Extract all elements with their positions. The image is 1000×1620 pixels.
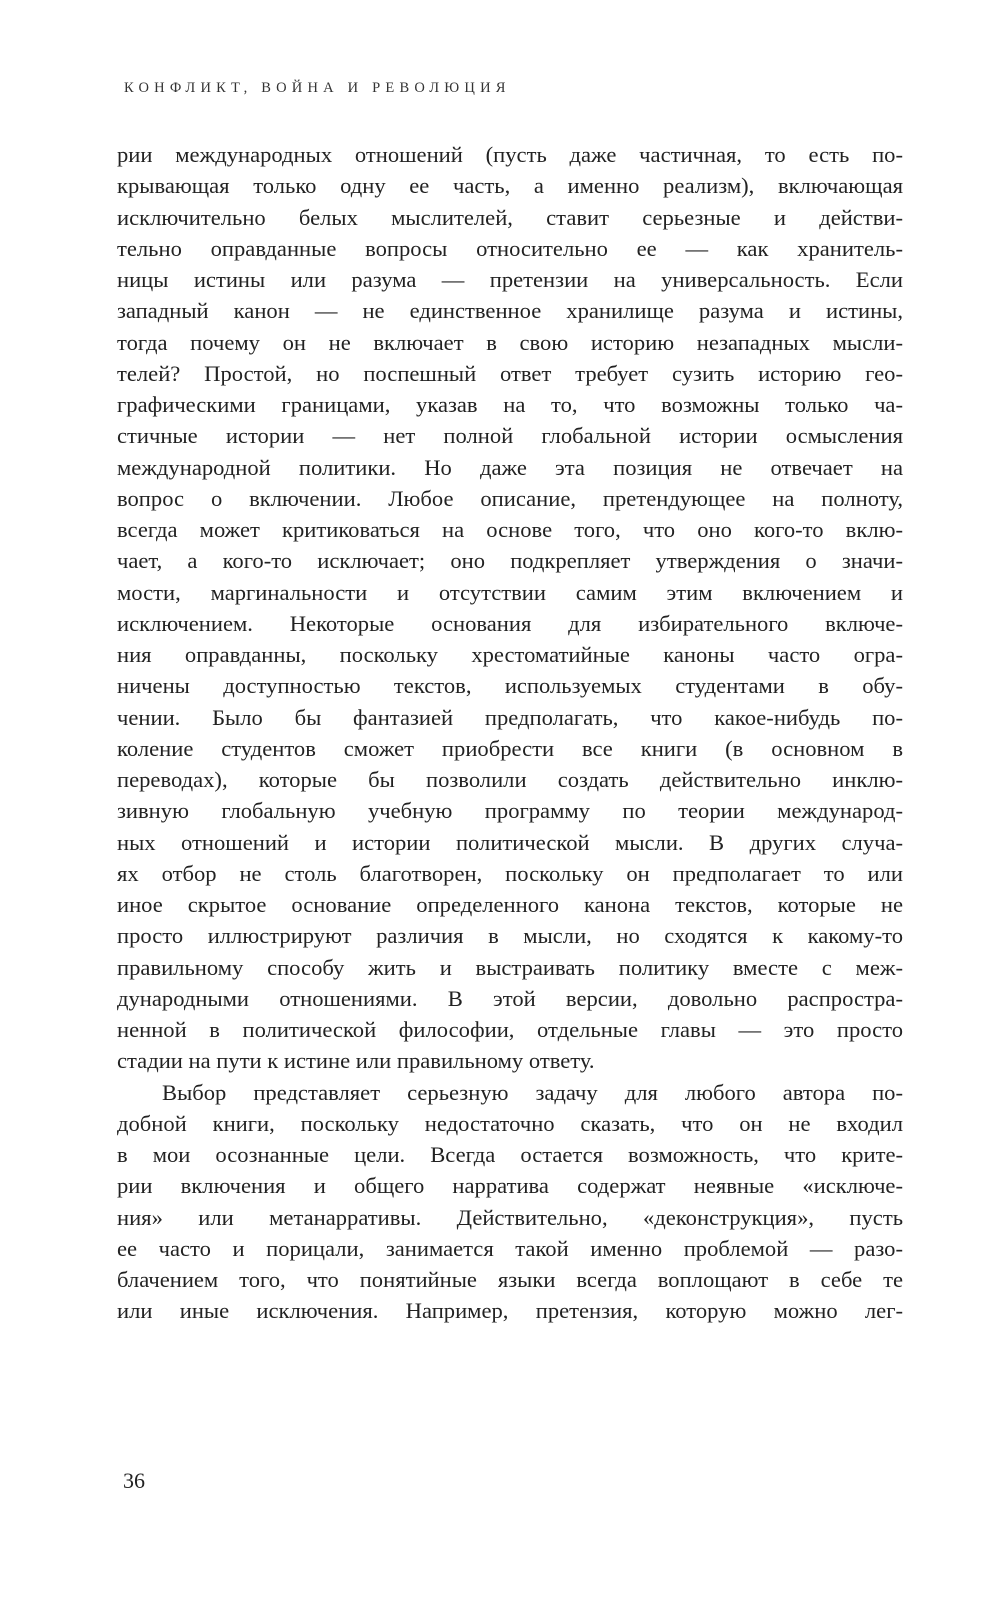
text-line: стичные истории — нет полной глобальной истории осмысления [117, 423, 903, 449]
text-line: иное скрытое основание определенного канона текстов, которые не [117, 892, 903, 917]
text-line: вопрос о включении. Любое описание, претендующее на полноту, [117, 485, 903, 511]
text-line: блачением того, что понятийные языки всегда воплощают в себе те [117, 1267, 903, 1292]
text-line: исключительно белых мыслителей, ставит серьезные и действи- [117, 204, 903, 230]
text-line: ницы истины или разума — претензии на универсальность. Если [117, 267, 903, 292]
text-line: просто иллюстрируют различия в мысли, но сходятся к какому-то [117, 923, 903, 949]
text-line: телей? Простой, но поспешный ответ требует сузить историю гео- [117, 360, 903, 386]
text-line: мости, маргинальности и отсутствии самим этим включением и [117, 579, 903, 605]
text-line: ненной в политической философии, отдельные главы — это просто [117, 1017, 903, 1042]
text-line: рии включения и общего нарратива содержат неявные «исключе- [117, 1173, 903, 1199]
page-number: 36 [123, 1468, 145, 1493]
text-line: чении. Было бы фантазией предполагать, что какое-нибудь по- [117, 704, 903, 730]
text-line: переводах), которые бы позволили создать действительно инклю- [117, 767, 903, 792]
text-line: ее часто и порицали, занимается такой именно проблемой — разо- [117, 1235, 903, 1261]
text-line: добной книги, поскольку недостаточно сказать, что он не входил [117, 1110, 903, 1136]
text-line: международной политики. Но даже эта позиция не отвечает на [117, 454, 903, 480]
text-line: ных отношений и истории политической мысли. В других случа- [117, 829, 903, 855]
text-line: западный канон — не единственное хранилище разума и истины, [117, 298, 903, 324]
text-line: тельно оправданные вопросы относительно ее — как хранитель- [117, 235, 903, 261]
text-line: зивную глобальную учебную программу по теории международ- [117, 798, 903, 824]
body-text [117, 139, 903, 1327]
text-line: ях отбор не столь благотворен, поскольку он предполагает то или [117, 860, 903, 886]
text-line: стадии на пути к истине или правильному ответу. [117, 1048, 595, 1074]
text-line: ния оправданны, поскольку хрестоматийные каноны часто огра- [117, 642, 903, 667]
text-line: дународными отношениями. В этой версии, довольно распростра- [117, 985, 903, 1011]
paragraph-2 [117, 1077, 903, 1327]
text-line: крывающая только одну ее часть, а именно реализм), включающая [117, 173, 903, 199]
text-line: ничены доступностью текстов, используемых студентами в обу- [117, 673, 903, 699]
running-head: КОНФЛИКТ, ВОЙНА И РЕВОЛЮЦИЯ [124, 80, 511, 96]
text-line: или иные исключения. Например, претензия, которую можно лег- [117, 1298, 903, 1324]
text-line: тогда почему он не включает в свою историю незападных мысли- [117, 329, 903, 355]
text-line: графическими границами, указав на то, что возможны только ча- [117, 392, 903, 417]
text-line: рии международных отношений (пусть даже частичная, то есть по- [117, 142, 903, 167]
text-line: чает, а кого-то исключает; оно подкрепляет утверждения о значи- [117, 548, 903, 574]
text-line: правильному способу жить и выстраивать политику вместе с меж- [117, 954, 903, 980]
text-line: всегда может критиковаться на основе того, что оно кого-то вклю- [117, 517, 903, 542]
paragraph-1 [117, 139, 903, 1077]
text-line: исключением. Некоторые основания для избирательного включе- [117, 610, 903, 636]
text-line: в мои осознанные цели. Всегда остается возможность, что крите- [117, 1142, 903, 1167]
text-line: Выбор представляет серьезную задачу для любого автора по- [162, 1079, 903, 1105]
text-line: коление студентов сможет приобрести все книги (в основном в [117, 735, 903, 761]
text-line: ния» или метанарративы. Действительно, «деконструкция», пусть [117, 1204, 903, 1230]
